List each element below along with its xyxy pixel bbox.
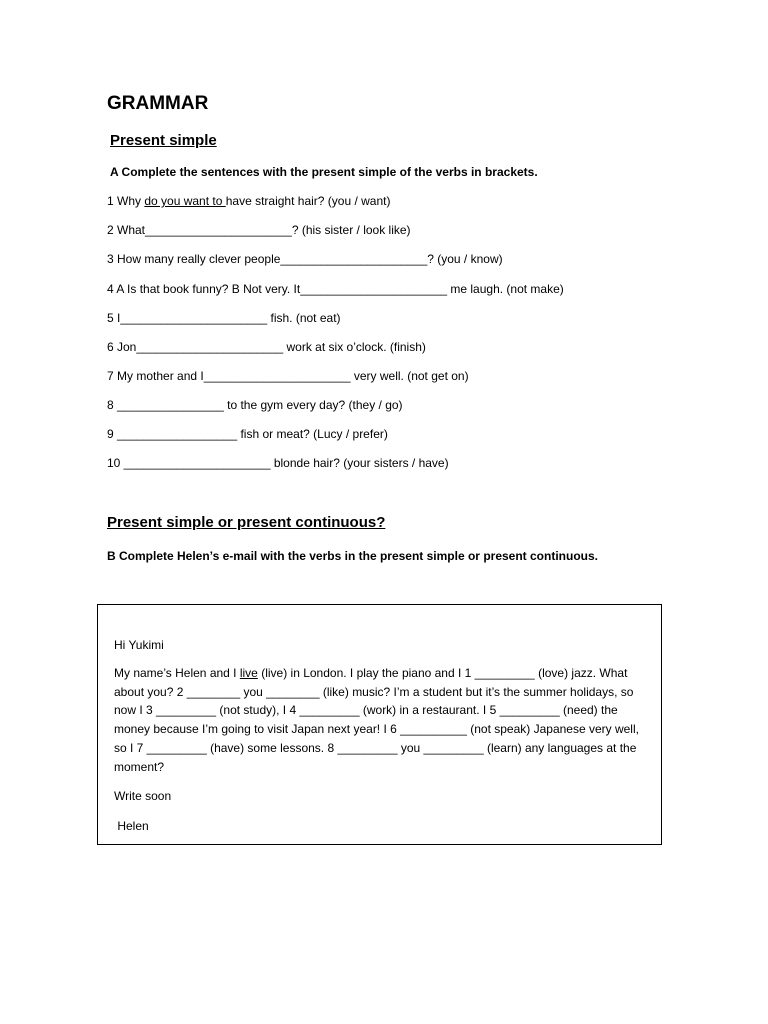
exercise-item-8: 8 ________________ to the gym every day? (they / go): [107, 398, 403, 412]
exercise-item-10: 10 ______________________ blonde hair? (your sisters / have): [107, 456, 449, 470]
exercise-item-6: 6 Jon______________________ work at six o’clock. (finish): [107, 340, 426, 354]
section-a-heading: Present simple: [110, 132, 217, 149]
item-1-example-answer: do you want to: [144, 194, 226, 208]
section-b-heading: Present simple or present continuous?: [107, 514, 386, 531]
section-b-instruction: B Complete Helen’s e-mail with the verbs in the present simple or present continuous.: [107, 549, 598, 563]
item-1-suffix: have straight hair? (you / want): [225, 194, 391, 208]
item-1-prefix: 1 Why: [107, 194, 145, 208]
email-body-text: (live) in London. I play the piano and I 1 _________ (love) jazz. What about you? 2 ________ you ________ (like) music? I’m a student but it’s the summer holidays, so now I 3 _________ (not study), I 4 _________ (work) in a restaurant. I 5 _________ (need) the money because I’m going to visit Japan next year! I 6 __________ (not speak) Japanese very well, so I 7 _________ (have) some lessons. 8 _________ you _________ (learn) any languages at the moment?: [114, 666, 639, 774]
email-box: [97, 604, 662, 845]
exercise-item-2: 2 What______________________? (his sister / look like): [107, 223, 411, 237]
email-example-answer: live: [239, 666, 258, 680]
exercise-item-5: 5 I______________________ fish. (not eat): [107, 311, 341, 325]
email-body: [114, 664, 654, 776]
exercise-item-9: 9 __________________ fish or meat? (Lucy / prefer): [107, 427, 388, 441]
email-greeting: Hi Yukimi: [114, 638, 164, 652]
email-closing: Write soon: [114, 789, 172, 803]
page-title: GRAMMAR: [107, 93, 209, 114]
exercise-item-3: 3 How many really clever people______________________? (you / know): [107, 252, 503, 266]
email-signature: Helen: [114, 819, 149, 833]
exercise-item-7: 7 My mother and I______________________ very well. (not get on): [107, 369, 469, 383]
exercise-item-4: 4 A Is that book funny? B Not very. It______________________ me laugh. (not make): [107, 282, 564, 296]
section-a-instruction: A Complete the sentences with the present simple of the verbs in brackets.: [110, 165, 538, 179]
exercise-item-1: [107, 194, 390, 208]
email-body-intro: My name’s Helen and I: [114, 666, 240, 680]
